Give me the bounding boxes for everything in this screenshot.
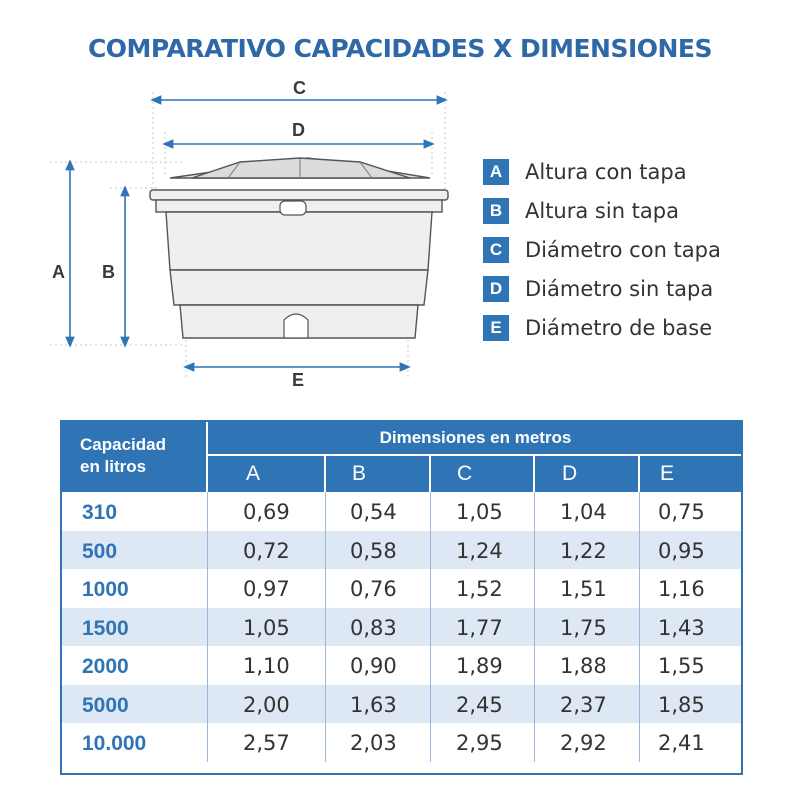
value-cell: 0,83 [350, 615, 397, 640]
value-cell: 1,16 [658, 577, 705, 601]
legend-badge: E [483, 315, 509, 341]
header-divider [638, 455, 640, 492]
value-cell: 0,95 [658, 538, 705, 563]
value-cell: 1,04 [560, 500, 607, 524]
legend-item-a [483, 152, 783, 191]
value-cell: 0,69 [243, 500, 290, 524]
legend-text: Diámetro con tapa [525, 237, 721, 262]
dimensions-header: Dimensiones en metros [379, 428, 572, 447]
value-cell: 2,37 [560, 692, 607, 717]
table-row [60, 685, 743, 724]
value-cell: 1,43 [658, 615, 705, 640]
value-cell: 0,90 [350, 654, 397, 678]
column-header-b: B [352, 462, 367, 485]
column-header-a: A [246, 462, 261, 485]
legend-badge: D [483, 276, 509, 302]
dimension-legend [483, 152, 783, 347]
value-cell: 0,75 [658, 500, 705, 524]
table-header [60, 420, 743, 492]
capacity-cell: 500 [82, 539, 118, 563]
value-cell: 2,03 [350, 731, 397, 755]
value-cell: 1,52 [456, 577, 503, 601]
legend-text: Diámetro sin tapa [525, 276, 714, 301]
legend-item-e [483, 308, 783, 347]
value-cell: 0,54 [350, 500, 397, 524]
legend-item-c [483, 230, 783, 269]
legend-badge: A [483, 159, 509, 185]
table-row [60, 723, 743, 762]
table-row [60, 608, 743, 647]
legend-text: Altura con tapa [525, 159, 687, 184]
value-cell: 1,05 [243, 615, 290, 640]
capacity-cell: 1500 [82, 616, 129, 640]
value-cell: 1,22 [560, 538, 607, 563]
capacity-cell: 310 [82, 501, 118, 524]
value-cell: 1,10 [243, 654, 290, 678]
table-row [60, 492, 743, 531]
value-cell: 2,57 [243, 731, 290, 755]
capacity-header-line2: en litros [80, 457, 147, 476]
table-row [60, 531, 743, 570]
value-cell: 1,24 [456, 538, 503, 563]
capacity-cell: 1000 [82, 578, 129, 601]
value-cell: 1,75 [560, 615, 607, 640]
capacity-cell: 10.000 [82, 732, 147, 755]
header-divider [324, 455, 326, 492]
value-cell: 0,72 [243, 538, 290, 563]
column-header-d: D [562, 462, 578, 485]
legend-badge: C [483, 237, 509, 263]
value-cell: 2,95 [456, 731, 503, 755]
column-header-c: C [457, 462, 473, 485]
capacity-header-line1: Capacidad [80, 435, 166, 454]
capacity-cell: 2000 [82, 655, 129, 678]
value-cell: 1,77 [456, 615, 503, 640]
header-divider [429, 455, 431, 492]
table-row [60, 569, 743, 608]
value-cell: 1,89 [456, 654, 503, 678]
legend-item-b [483, 191, 783, 230]
value-cell: 1,88 [560, 654, 607, 678]
dim-label-c: C [293, 78, 306, 98]
dim-label-a: A [52, 262, 65, 282]
page-title: COMPARATIVO CAPACIDADES X DIMENSIONES [87, 34, 713, 63]
value-cell: 0,58 [350, 538, 397, 563]
value-cell: 1,85 [658, 692, 705, 717]
value-cell: 2,00 [243, 692, 290, 717]
header-divider [533, 455, 535, 492]
legend-text: Altura sin tapa [525, 198, 679, 223]
value-cell: 1,63 [350, 692, 397, 717]
value-cell: 2,92 [560, 731, 607, 755]
tank-drawing [40, 70, 460, 400]
value-cell: 2,45 [456, 692, 503, 717]
legend-badge: B [483, 198, 509, 224]
legend-item-d [483, 269, 783, 308]
legend-text: Diámetro de base [525, 315, 713, 340]
header-rule [208, 454, 743, 456]
value-cell: 1,55 [658, 654, 705, 678]
table-row [60, 646, 743, 685]
header-divider [206, 420, 208, 492]
value-cell: 1,05 [456, 500, 503, 524]
dim-label-e: E [292, 370, 305, 390]
tank-diagram [40, 70, 460, 400]
dim-label-b: B [102, 262, 115, 282]
value-cell: 0,97 [243, 577, 290, 601]
value-cell: 0,76 [350, 577, 397, 601]
column-header-e: E [660, 462, 675, 485]
value-cell: 2,41 [658, 731, 705, 755]
dimensions-table [60, 420, 743, 762]
capacity-header [80, 434, 210, 478]
value-cell: 1,51 [560, 577, 607, 601]
dim-label-d: D [292, 120, 305, 140]
capacity-cell: 5000 [82, 693, 129, 717]
